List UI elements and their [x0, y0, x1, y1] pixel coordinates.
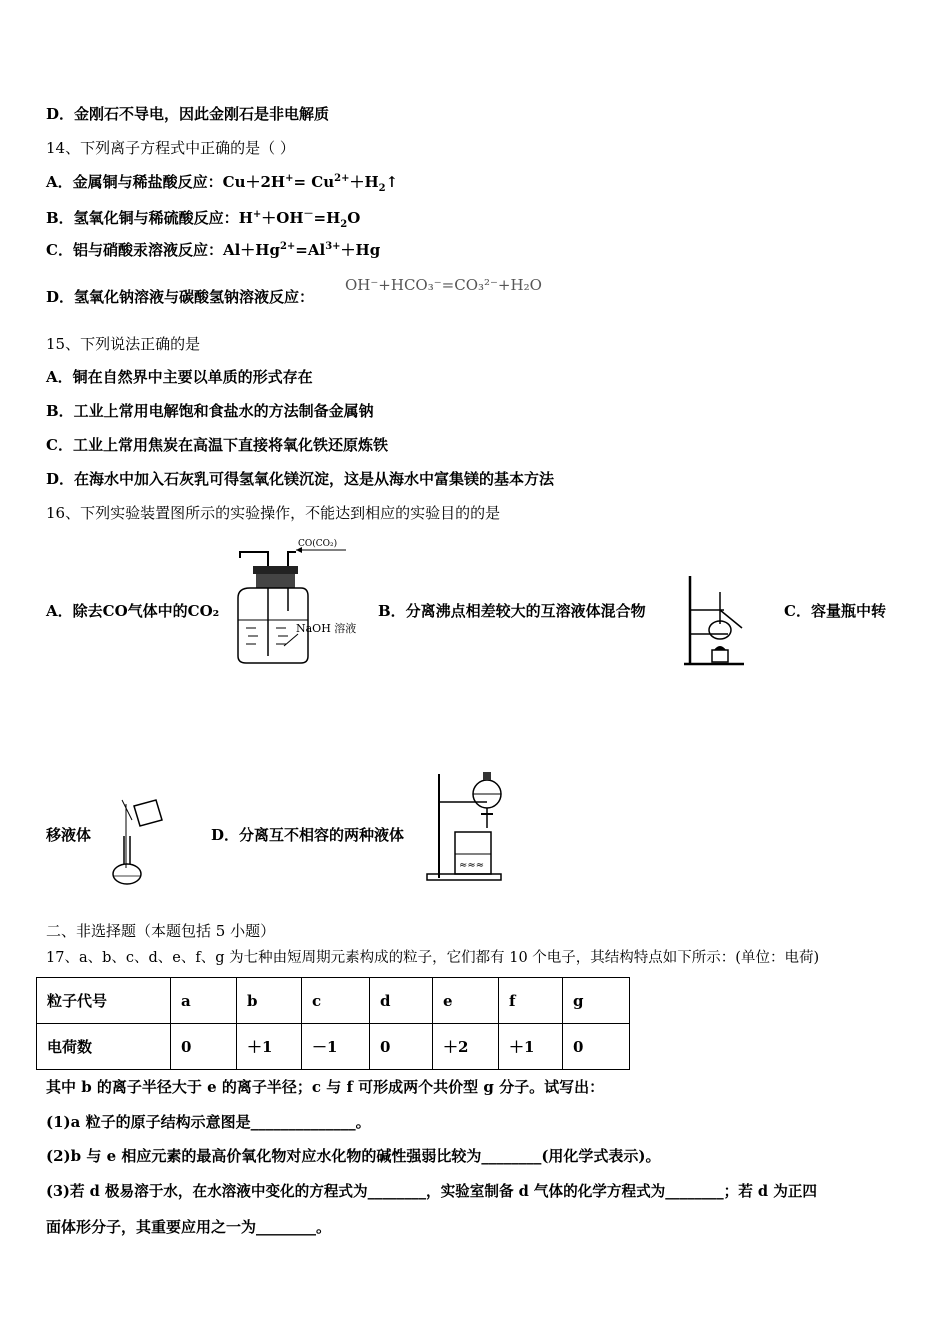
eq-sup: +	[285, 173, 294, 184]
table-cell: e	[433, 978, 499, 1024]
table-cell: ＋2	[433, 1024, 499, 1070]
table-cell: b	[237, 978, 302, 1024]
q14-stem: 14、下列离子方程式中正确的是（ ）	[46, 139, 295, 157]
table-cell: 0	[171, 1024, 237, 1070]
q13-option-d: D．金刚石不导电，因此金刚石是非电解质	[46, 105, 330, 123]
q15-stem: 15、下列说法正确的是	[46, 335, 201, 353]
table-cell: 粒子代号	[37, 978, 171, 1024]
q15-option-a: A．铜在自然界中主要以单质的形式存在	[46, 368, 313, 386]
eq-sub: 2	[340, 219, 348, 230]
eq-part: ＋OH	[261, 209, 304, 227]
q15-option-b: B．工业上常用电解饱和食盐水的方法制备金属钠	[46, 402, 374, 420]
eq-part: H	[238, 209, 253, 227]
table-row	[37, 1024, 630, 1070]
table-cell: －1	[302, 1024, 370, 1070]
q15-option-c: C．工业上常用焦炭在高温下直接将氧化铁还原炼铁	[46, 436, 388, 454]
q17-stem: 17、a、b、c、d、e、f、g 为七种由短周期元素构成的粒子，它们都有 10 个电子，其结构特点如下所示：(单位：电荷)	[46, 950, 820, 966]
svg-text:≈≈≈: ≈≈≈	[459, 860, 485, 871]
table-cell: ＋1	[499, 1024, 563, 1070]
q16-option-b: B．分离沸点相差较大的互溶液体混合物	[378, 602, 646, 620]
gas-label: CO(CO₂)	[298, 539, 338, 549]
eq-part: ＋Hg	[340, 241, 381, 259]
q14-option-d-equation: OH⁻+HCO₃⁻=CO₃²⁻+H₂O	[345, 276, 542, 294]
section-heading: 二、非选择题（本题包括 5 小题）	[46, 922, 276, 940]
eq-part: O	[347, 209, 361, 227]
eq-sup: 2+	[334, 173, 350, 184]
volumetric-flask-figure	[104, 796, 168, 888]
q14-option-c	[46, 239, 380, 260]
eq-part: =H	[313, 209, 341, 227]
q14-option-a-label: A．金属铜与稀盐酸反应：	[46, 173, 223, 191]
q16-option-d: D．分离互不相容的两种液体	[211, 826, 405, 844]
eq-part: Al＋Hg	[222, 241, 280, 259]
gas-arrow-icon: ↑	[385, 173, 399, 191]
q14-option-c-label: C．铝与硝酸汞溶液反应：	[46, 241, 223, 259]
table-cell: c	[302, 978, 370, 1024]
gas-washing-bottle-figure	[228, 536, 368, 666]
q17-note: 其中 b 的离子半径大于 e 的离子半径；c 与 f 可形成两个共价型 g 分子。试写出：	[46, 1078, 605, 1096]
eq-part: =Al	[295, 241, 326, 259]
q14-option-b-label: B．氢氧化铜与稀硫酸反应：	[46, 209, 239, 227]
q14-option-d-label: D．氢氧化钠溶液与碳酸氢钠溶液反应：	[46, 288, 315, 306]
eq-sup: 2+	[279, 241, 296, 252]
eq-sub: 2	[378, 183, 386, 194]
table-cell: g	[563, 978, 630, 1024]
eq-part: ＋H	[349, 173, 379, 191]
eq-part: Cu＋2H	[222, 173, 286, 191]
table-cell: 电荷数	[37, 1024, 171, 1070]
q17-part-2: (2)b 与 e 相应元素的最高价氧化物对应水化物的碱性强弱比较为________(用化学式表示)。	[46, 1147, 661, 1165]
q16-option-c-cont: 移液体	[46, 826, 92, 844]
eq-sup: －	[303, 209, 314, 220]
eq-sup: 3+	[325, 241, 341, 252]
q16-option-c: C．容量瓶中转	[784, 602, 886, 620]
naoh-label: NaOH 溶液	[296, 622, 357, 635]
q15-option-d: D．在海水中加入石灰乳可得氢氧化镁沉淀，这是从海水中富集镁的基本方法	[46, 470, 555, 488]
q14-option-d	[46, 286, 314, 307]
distillation-figure	[682, 572, 750, 668]
q16-option-a: A．除去CO气体中的CO₂	[46, 602, 220, 620]
q17-part-3-cont: 面体形分子，其重要应用之一为________。	[46, 1218, 332, 1236]
eq-sup: +	[252, 209, 262, 220]
table-cell: 0	[563, 1024, 630, 1070]
q14-option-b	[46, 205, 360, 230]
table-row	[37, 978, 630, 1024]
separatory-funnel-figure	[425, 764, 515, 884]
table-cell: ＋1	[237, 1024, 302, 1070]
q17-part-1: (1)a 粒子的原子结构示意图是______________。	[46, 1113, 371, 1131]
eq-part: = Cu	[293, 173, 335, 191]
q17-part-3: (3)若 d 极易溶于水，在水溶液中变化的方程式为________，实验室制备 d 气体的化学方程式为________；若 d 为正四	[46, 1183, 817, 1200]
table-cell: d	[370, 978, 433, 1024]
q14-option-a	[46, 171, 398, 194]
particle-table	[36, 977, 630, 1070]
table-cell: f	[499, 978, 563, 1024]
table-cell: a	[171, 978, 237, 1024]
table-cell: 0	[370, 1024, 433, 1070]
q16-stem: 16、下列实验装置图所示的实验操作，不能达到相应的实验目的的是	[46, 504, 501, 522]
